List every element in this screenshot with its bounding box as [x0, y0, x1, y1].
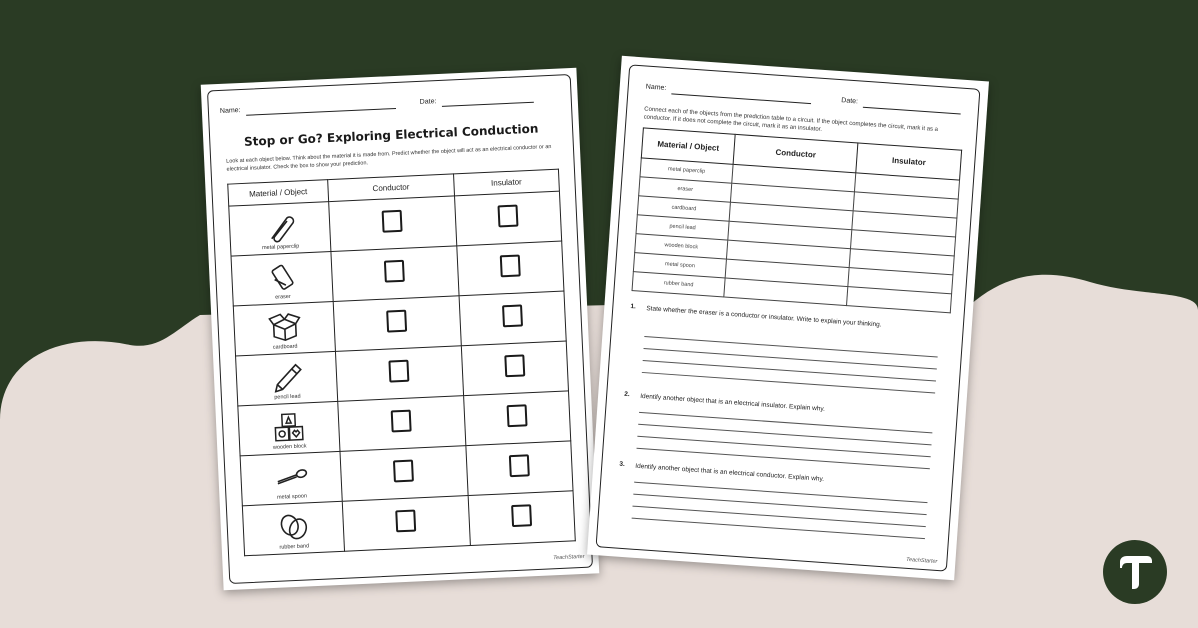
insulator-checkbox[interactable]	[509, 454, 530, 477]
conductor-cell	[329, 196, 457, 252]
conductor-checkbox[interactable]	[382, 210, 403, 233]
date-label: Date:	[841, 97, 859, 106]
insulator-checkbox[interactable]	[502, 304, 523, 327]
material-cell: pencil lead	[636, 215, 729, 240]
column-header-conductor: Conductor	[328, 174, 455, 202]
conductor-checkbox[interactable]	[387, 310, 408, 333]
question-number: 2.	[624, 390, 630, 399]
worksheet-results	[587, 56, 989, 580]
column-header-insulator: Insulator	[453, 169, 559, 196]
object-cell	[240, 451, 342, 505]
teach-starter-logo-icon	[1103, 540, 1167, 604]
conductor-cell	[335, 346, 463, 402]
question-number: 1.	[630, 302, 637, 311]
answer-line[interactable]	[644, 336, 937, 358]
insulator-checkbox[interactable]	[511, 504, 532, 527]
name-label: Name:	[645, 83, 667, 92]
object-cell	[231, 252, 333, 306]
object-label: eraser	[274, 293, 291, 301]
material-cell: rubber band	[632, 272, 725, 297]
cardboard-box-icon	[267, 311, 302, 343]
answer-line[interactable]	[638, 424, 931, 446]
rubber-band-icon	[276, 511, 311, 543]
column-header-insulator: Insulator	[856, 143, 961, 180]
column-header-material: Material / Object	[641, 128, 735, 164]
insulator-cell	[463, 391, 570, 446]
worksheet-instructions: Look at each object below. Think about the material it is made from. Predict whether the object will act as an electrical conductor or an electrical insulator. Check the box to show your prediction.	[226, 143, 552, 173]
eraser-icon	[264, 261, 299, 293]
pencil-icon	[269, 361, 304, 393]
insulator-checkbox[interactable]	[500, 254, 521, 277]
answer-line[interactable]	[643, 348, 936, 370]
object-cell	[236, 351, 338, 405]
question-text: Identify another object that is an electrical insulator. Explain why.	[639, 392, 826, 413]
conductor-cell	[342, 496, 470, 552]
worksheet-instructions: Connect each of the objects from the prediction table to a circuit. If the object completes the circuit, mark it as a conductor. If it does not complete the circuit, mark it as an insulator.	[643, 106, 939, 133]
teach-starter-logo[interactable]	[1103, 540, 1167, 604]
column-header-material: Material / Object	[228, 180, 329, 207]
date-line	[863, 107, 961, 115]
brand-mark: TeachStarter	[553, 553, 585, 562]
worksheet-title: Stop or Go? Exploring Electrical Conduction	[243, 121, 539, 149]
material-cell: metal paperclip	[640, 158, 733, 183]
conductor-checkbox[interactable]	[393, 460, 414, 483]
name-label: Name:	[219, 107, 241, 115]
column-header-conductor: Conductor	[733, 134, 858, 173]
object-label: cardboard	[272, 343, 298, 351]
paperclip-icon	[262, 211, 297, 243]
worksheet-prediction	[201, 68, 600, 591]
insulator-cell	[468, 491, 575, 546]
object-cell	[242, 501, 344, 555]
date-line	[442, 102, 534, 107]
answer-line[interactable]	[637, 436, 930, 458]
object-label: wooden block	[272, 442, 307, 451]
conductor-cell	[338, 396, 466, 452]
spoon-icon	[273, 461, 308, 493]
conductor-cell	[331, 246, 459, 302]
insulator-cell	[454, 191, 561, 246]
conductor-cell	[340, 446, 468, 502]
question-text: Identify another object that is an electrical conductor. Explain why.	[635, 462, 825, 483]
object-label: pencil lead	[274, 393, 301, 401]
conductor-checkbox[interactable]	[391, 410, 412, 433]
question-text: State whether the eraser is a conductor or insulator. Write to explain your thinking.	[646, 305, 882, 329]
object-cell	[233, 302, 335, 356]
conductor-cell	[333, 296, 461, 352]
object-label: metal spoon	[276, 492, 308, 501]
material-cell: metal spoon	[633, 253, 726, 278]
conductor-checkbox[interactable]	[396, 509, 417, 532]
answer-line[interactable]	[633, 494, 926, 516]
insulator-checkbox[interactable]	[497, 205, 518, 228]
material-cell: wooden block	[635, 234, 728, 259]
name-line	[246, 108, 396, 116]
insulator-cell	[461, 341, 568, 396]
insulator-checkbox[interactable]	[506, 404, 527, 427]
insulator-cell	[466, 441, 573, 496]
object-label: rubber band	[279, 542, 310, 551]
conductor-checkbox[interactable]	[389, 360, 410, 383]
insulator-cell	[457, 241, 564, 296]
object-cell	[229, 202, 331, 256]
question-number: 3.	[619, 460, 626, 468]
insulator-checkbox[interactable]	[504, 354, 525, 377]
material-cell: cardboard	[637, 196, 730, 221]
conductor-checkbox[interactable]	[384, 260, 405, 283]
object-label: metal paperclip	[261, 242, 300, 251]
answer-line[interactable]	[632, 506, 925, 528]
results-table	[632, 127, 963, 313]
prediction-table	[227, 169, 576, 557]
insulator-cell	[459, 291, 566, 346]
answer-line[interactable]	[643, 360, 936, 382]
date-label: Date:	[419, 98, 437, 106]
object-cell	[238, 401, 340, 455]
wooden-blocks-icon	[271, 411, 306, 443]
material-cell: eraser	[639, 177, 732, 202]
brand-mark: TeachStarter	[905, 556, 938, 566]
